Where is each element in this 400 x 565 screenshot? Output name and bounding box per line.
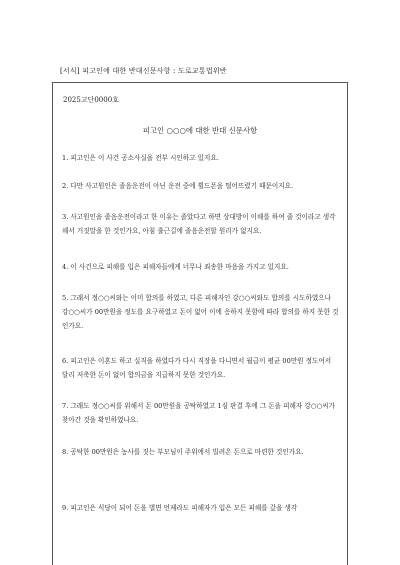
form-header: [서식] 피고인에 대한 반대신문사항 : 도로교통법위반 bbox=[60, 67, 227, 75]
question-item-6: 6. 피고인은 이혼도 하고 실직을 하였다가 다시 직장을 다니면서 월급이 평균 00만원 정도여서 달리 저축한 돈이 없어 합의금을 지급하지 못한 것인가요. bbox=[62, 357, 332, 379]
case-number: 2025고단0000호 bbox=[63, 96, 119, 104]
document-box bbox=[52, 82, 348, 565]
question-item-9: 9. 피고인은 식당이 되어 돈을 벌면 언제라도 피해자가 입은 모든 피해를 갚을 생각 bbox=[62, 504, 298, 512]
question-item-4: 4. 이 사건으로 피해를 입은 피해자들에게 너무나 죄송한 마음을 가지고 있지요. bbox=[62, 263, 289, 271]
question-item-2: 2. 다만 사고원인은 졸음운전이 아닌 운전 중에 휠드폰을 떨어뜨렸기 때문이지요. bbox=[62, 182, 294, 190]
question-item-7: 7. 그래도 정○○씨를 위해서 돈 00만원을 공탁하였고 1심 판결 후에 그 돈을 피해자 강○○씨가 찾아간 것을 확인하였나요. bbox=[62, 402, 335, 424]
question-item-1: 1. 피고인은 이 사건 공소사실을 전부 시인하고 있지요. bbox=[62, 154, 219, 162]
question-item-8: 8. 공탁한 00만원은 농사를 짓는 부모님이 주위에서 빌려온 돈으로 마련한 것인가요. bbox=[62, 448, 304, 456]
question-item-3: 3. 사고원인을 졸음운전이라고 한 이유는 졸았다고 하면 상대방이 이해를 하여 줄 것이라고 생각해서 거짓말을 한 것인가요, 아침 출근길에 졸음운전할 원리가 없지요. bbox=[62, 213, 336, 235]
document-title: 피고인 ○○○에 대한 반대 신문사항 bbox=[142, 126, 258, 135]
question-item-5: 5. 그래서 정○○씨와는 이미 합의를 하였고, 다른 피해자인 강○○씨와도 합의를 시도하였으나 강○○씨가 00만원을 정도를 요구하였고 돈이 없어 이에 응하지 못함에 따라 합의를 하지 못한 것인가요. bbox=[62, 294, 339, 330]
